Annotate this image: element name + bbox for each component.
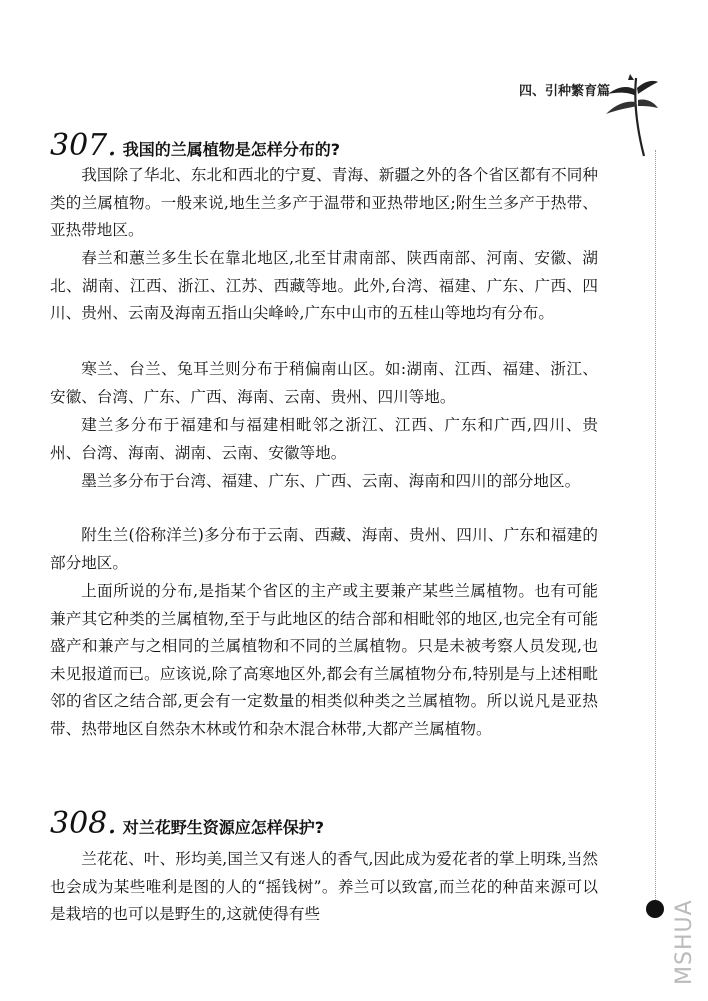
paragraph: 寒兰、台兰、兔耳兰则分布于稍偏南山区。如:湖南、江西、福建、浙江、安徽、台湾、广东、广西、海南、云南、贵州、四川等地。 (50, 360, 598, 406)
question-title: 对兰花野生资源应怎样保护? (122, 818, 325, 837)
margin-dotted-rule (655, 150, 656, 910)
paragraph: 我国除了华北、东北和西北的宁夏、青海、新疆之外的各个省区都有不同种类的兰属植物。一般来说,地生兰多产于温带和亚热带地区;附生兰多产于热带、亚热带地区。 (50, 166, 598, 240)
question-number: 308. (50, 806, 117, 841)
running-header (440, 74, 610, 104)
section-title: 四、引种繁育篇 (518, 84, 610, 99)
question-number: 307. (50, 128, 117, 163)
paragraph: 建兰多分布于福建和与福建相毗邻之浙江、江西、广东和广西,四川、贵州、台湾、海南、湖南、云南、安徽等地。 (50, 416, 598, 462)
question-heading-308 (50, 806, 610, 841)
paragraph: 附生兰(俗称洋兰)多分布于云南、西藏、海南、贵州、四川、广东和福建的部分地区。 (50, 526, 598, 572)
watermark-text: MSHUA (672, 899, 697, 985)
paragraph: 春兰和蕙兰多生长在靠北地区,北至甘肃南部、陕西南部、河南、安徽、湖北、湖南、江西、浙江、江苏、西藏等地。此外,台湾、福建、广东、广西、四川、贵州、云南及海南五指山尖峰岭,广东中山市的五桂山等地均有分布。 (50, 249, 598, 323)
question-heading-307 (50, 128, 610, 163)
chapter-tab-dot-icon (646, 900, 664, 918)
question-title: 我国的兰属植物是怎样分布的? (122, 140, 341, 159)
watermark (670, 867, 696, 987)
paragraph: 上面所说的分布,是指某个省区的主产或主要兼产某些兰属植物。也有可能兼产其它种类的兰属植物,至于与此地区的结合部和相毗邻的地区,也完全有可能盛产和兼产与之相同的兰属植物和不同的兰属植物。只是未被考察人员发现,也未见报道而已。应该说,除了高寒地区外,都会有兰属植物分布,特别是与上述相毗邻的省区之结合部,更会有一定数量的相类似种类之兰属植物。所以说凡是亚热带、热带地区自然杂木林或竹和杂木混合林带,大都产兰属植物。 (50, 582, 598, 738)
paragraph: 兰花花、叶、形均美,国兰又有迷人的香气,因此成为爱花者的掌上明珠,当然也会成为某些唯利是图的人的“摇钱树”。养兰可以致富,而兰花的种苗来源可以是栽培的也可以是野生的,这就使得有些 (50, 850, 598, 924)
paragraph: 墨兰多分布于台湾、福建、广东、广西、云南、海南和四川的部分地区。 (81, 472, 581, 490)
